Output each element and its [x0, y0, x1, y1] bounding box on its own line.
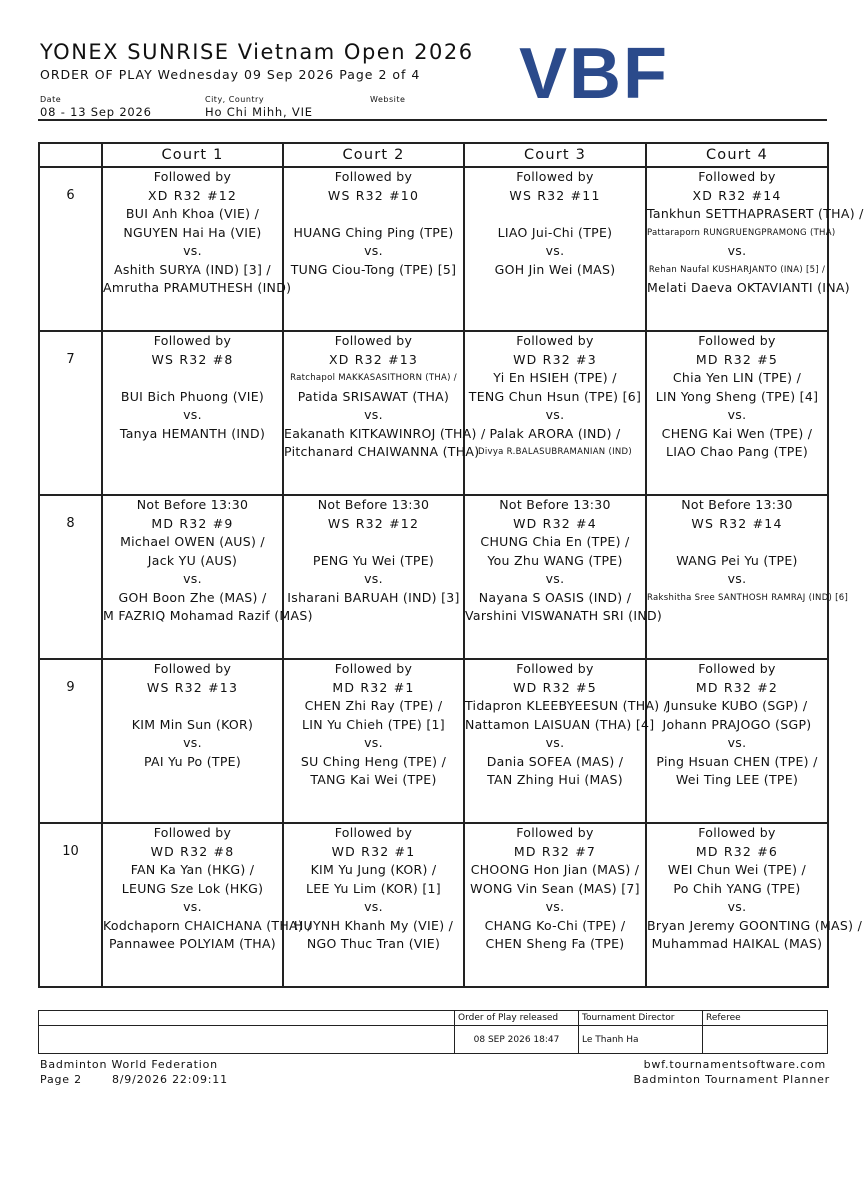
player-line: LEUNG Sze Lok (HKG)	[121, 880, 264, 896]
schedule-note: Followed by	[698, 661, 776, 676]
player-line: You Zhu WANG (TPE)	[487, 552, 623, 568]
schedule-note: Followed by	[516, 333, 594, 348]
player-line: Dania SOFEA (MAS) /	[486, 753, 624, 769]
schedule-note: Followed by	[334, 825, 413, 840]
player-line: Wei Ting LEE (TPE)	[675, 772, 799, 787]
player-line: Bryan Jeremy GOONTING (MAS) /	[647, 917, 863, 933]
website-label: Website	[370, 95, 406, 104]
event-code: WS R32 #12	[327, 515, 420, 531]
schedule-note: Followed by	[698, 333, 776, 348]
match-row	[39, 823, 828, 987]
player-line: PENG Yu Wei (TPE)	[312, 552, 435, 568]
match-row	[39, 495, 828, 659]
release-value-row	[39, 1026, 828, 1054]
player-line: Yi En HSIEH (TPE) /	[493, 370, 617, 385]
event-code: WD R32 #3	[513, 351, 597, 367]
player-line: LIAO Chao Pang (TPE)	[665, 444, 809, 459]
player-line: Ping Hsuan CHEN (TPE) /	[656, 753, 818, 769]
player-line: Ashith SURYA (IND) [3] /	[114, 261, 271, 277]
player-line: PAI Yu Po (TPE)	[143, 753, 242, 769]
versus-label: vs.	[727, 899, 747, 914]
versus-label: vs.	[364, 243, 383, 258]
player-line: BUI Bich Phuong (VIE)	[120, 388, 265, 404]
event-code: XD R32 #12	[147, 187, 238, 203]
versus-label: vs.	[364, 899, 383, 914]
player-line: Pattaraporn RUNGRUENGPRAMONG (THA)	[647, 227, 836, 238]
match-cell	[646, 331, 828, 495]
match-cell	[464, 495, 663, 659]
schedule-note: Followed by	[698, 169, 776, 184]
versus-label: vs.	[545, 899, 565, 914]
court-header: Court 1	[102, 143, 283, 167]
player-line: Chia Yen LIN (TPE) /	[672, 370, 802, 385]
player-line: Rakshitha Sree SANTHOSH RAMRAJ (IND) [6]	[647, 592, 849, 603]
match-cell	[283, 167, 464, 331]
match-cell	[646, 659, 828, 823]
player-line: Pitchanard CHAIWANNA (THA)	[284, 444, 480, 459]
versus-label: vs.	[183, 407, 202, 422]
versus-label: vs.	[727, 243, 747, 258]
match-cell	[102, 823, 312, 987]
released-label: Order of Play released	[455, 1011, 579, 1026]
event-code: WS R32 #11	[509, 187, 601, 203]
player-line: KIM Yu Jung (KOR) /	[310, 862, 437, 877]
event-code: WS R32 #13	[146, 679, 239, 695]
event-code: WD R32 #8	[150, 843, 235, 859]
event-code: WD R32 #5	[513, 679, 597, 695]
event-code: XD R32 #14	[692, 187, 782, 203]
footer-org: Badminton World Federation	[40, 1058, 218, 1071]
player-line: WEI Chun Wei (TPE) /	[667, 862, 807, 877]
match-cell	[102, 495, 313, 659]
player-line: Michael OWEN (AUS) /	[120, 534, 265, 549]
player-line: Melati Daeva OKTAVIANTI (INA)	[647, 280, 850, 295]
match-cell	[464, 331, 646, 495]
player-line: Ratchapol MAKKASASITHORN (THA) /	[290, 373, 457, 383]
order-of-play-table	[38, 142, 864, 988]
schedule-note: Followed by	[516, 169, 594, 184]
event-code: WS R32 #8	[151, 351, 234, 367]
player-line: CHUNG Chia En (TPE) /	[480, 534, 630, 549]
player-line: Junsuke KUBO (SGP) /	[666, 698, 808, 713]
schedule-note: Not Before 13:30	[499, 497, 611, 512]
versus-label: vs.	[364, 571, 383, 586]
player-line: LIAO Jui-Chi (TPE)	[497, 224, 613, 240]
footer-site: bwf.tournamentsoftware.com	[643, 1058, 826, 1071]
city-value: Ho Chi Mihh, VIE	[205, 105, 313, 119]
player-line: LIN Yong Sheng (TPE) [4]	[655, 388, 819, 404]
player-line: Po Chih YANG (TPE)	[673, 880, 801, 896]
versus-label: vs.	[183, 243, 202, 258]
player-line: Pannawee POLYIAM (THA)	[109, 936, 276, 951]
player-line: CHEN Zhi Ray (TPE) /	[304, 698, 443, 713]
player-line: HUANG Ching Ping (TPE)	[293, 224, 454, 240]
versus-label: vs.	[183, 735, 202, 750]
match-cell	[646, 167, 864, 331]
versus-label: vs.	[727, 407, 747, 422]
player-line: CHOONG Hon Jian (MAS) /	[470, 862, 640, 877]
player-line: Johann PRAJOGO (SGP)	[662, 716, 812, 732]
schedule-note: Followed by	[698, 825, 776, 840]
match-cell	[283, 331, 486, 495]
header-rule	[38, 119, 827, 121]
schedule-note: Not Before 13:30	[317, 497, 430, 512]
player-line: Patida SRISAWAT (THA)	[297, 388, 450, 404]
released-value: 08 SEP 2026 18:47	[455, 1026, 579, 1054]
city-label: City, Country	[205, 95, 265, 104]
versus-label: vs.	[183, 899, 202, 914]
player-line: CHANG Ko-Chi (TPE) /	[484, 917, 626, 933]
player-line: Muhammad HAIKAL (MAS)	[651, 936, 823, 951]
player-line: LIN Yu Chieh (TPE) [1]	[302, 716, 445, 732]
player-line: Tidapron KLEEBYEESUN (THA) /	[465, 698, 669, 713]
event-code: WD R32 #4	[513, 515, 597, 531]
match-cell	[646, 823, 863, 987]
player-line: WANG Pei Yu (TPE)	[676, 552, 798, 568]
player-line: FAN Ka Yan (HKG) /	[130, 862, 255, 877]
match-number: 10	[39, 823, 102, 987]
court-header: Court 3	[464, 143, 646, 167]
match-number: 7	[39, 331, 102, 495]
player-line	[103, 369, 282, 388]
player-line: HUYNH Khanh My (VIE) /	[293, 917, 454, 933]
event-code: MD R32 #1	[332, 679, 415, 695]
match-number: 9	[39, 659, 102, 823]
player-line: M FAZRIQ Mohamad Razif (MAS)	[103, 608, 313, 623]
event-code: XD R32 #13	[328, 351, 419, 367]
footer-page: Page 2	[40, 1073, 82, 1086]
event-code: MD R32 #5	[695, 351, 779, 367]
schedule-note: Followed by	[153, 333, 232, 348]
player-line: TUNG Ciou-Tong (TPE) [5]	[290, 261, 457, 277]
event-code: MD R32 #6	[695, 843, 779, 859]
player-line: GOH Boon Zhe (MAS) /	[118, 589, 267, 605]
director-label: Tournament Director	[579, 1011, 703, 1026]
player-line: NGO Thuc Tran (VIE)	[306, 936, 441, 951]
director-value: Le Thanh Ha	[579, 1026, 703, 1054]
versus-label: vs.	[364, 735, 383, 750]
player-line: Kodchaporn CHAICHANA (THA) /	[103, 917, 312, 933]
versus-label: vs.	[545, 243, 565, 258]
event-code: WS R32 #14	[691, 515, 783, 531]
player-line: KIM Min Sun (KOR)	[131, 716, 254, 732]
match-cell	[283, 495, 464, 659]
event-code: MD R32 #2	[695, 679, 779, 695]
schedule-note: Followed by	[516, 825, 594, 840]
player-line: Tanya HEMANTH (IND)	[119, 425, 266, 441]
referee-label: Referee	[703, 1011, 828, 1026]
blank-cell	[39, 1011, 455, 1026]
event-code: MD R32 #7	[513, 843, 597, 859]
schedule-note: Not Before 13:30	[136, 497, 249, 512]
match-cell	[283, 823, 464, 987]
schedule-note: Followed by	[153, 825, 232, 840]
player-line: Nayana S OASIS (IND) /	[478, 589, 632, 605]
versus-label: vs.	[545, 571, 565, 586]
versus-label: vs.	[727, 571, 747, 586]
player-line: Nattamon LAISUAN (THA) [4]	[465, 716, 655, 732]
footer-planner: Badminton Tournament Planner	[633, 1073, 830, 1086]
vbf-logo: VBF	[519, 34, 669, 114]
schedule-note: Followed by	[516, 661, 594, 676]
versus-label: vs.	[364, 407, 383, 422]
court-header: Court 2	[283, 143, 464, 167]
footer-printed: 8/9/2026 22:09:11	[112, 1073, 228, 1086]
schedule-note: Not Before 13:30	[681, 497, 793, 512]
player-line: NGUYEN Hai Ha (VIE)	[123, 224, 262, 240]
player-line: TAN Zhing Hui (MAS)	[487, 772, 623, 787]
match-cell	[464, 823, 646, 987]
player-line: Palak ARORA (IND) /	[489, 425, 621, 441]
player-line: BUI Anh Khoa (VIE) /	[125, 206, 260, 221]
player-line	[103, 697, 282, 716]
player-line: LEE Yu Lim (KOR) [1]	[306, 880, 441, 896]
player-line: Tankhun SETTHAPRASERT (THA) /	[647, 206, 864, 221]
match-cell	[283, 659, 464, 823]
match-cell	[646, 495, 849, 659]
court-header-row	[39, 143, 828, 167]
order-of-play-subtitle: ORDER OF PLAY Wednesday 09 Sep 2026 Page 2 of 4	[40, 67, 421, 82]
player-line: SU Ching Heng (TPE) /	[300, 753, 447, 769]
player-line: Rehan Naufal KUSHARJANTO (INA) [5] /	[648, 264, 826, 275]
schedule-note: Followed by	[153, 661, 232, 676]
player-line: Isharani BARUAH (IND) [3]	[287, 589, 460, 605]
match-cell	[464, 167, 646, 331]
player-line	[465, 205, 645, 224]
referee-value	[703, 1026, 828, 1054]
player-line: CHENG Kai Wen (TPE) /	[661, 425, 813, 441]
date-value: 08 - 13 Sep 2026	[40, 105, 152, 119]
player-line: Eakanath KITKAWINROJ (THA) /	[284, 425, 486, 441]
court-header: Court 4	[646, 143, 828, 167]
player-line: TANG Kai Wei (TPE)	[310, 772, 437, 787]
schedule-note: Followed by	[334, 661, 413, 676]
match-row	[39, 331, 828, 495]
match-row	[39, 167, 828, 331]
match-cell	[102, 659, 283, 823]
release-label-row	[39, 1011, 828, 1026]
player-line: GOH Jin Wei (MAS)	[494, 261, 616, 277]
schedule-note: Followed by	[334, 169, 413, 184]
schedule-note: Followed by	[153, 169, 232, 184]
player-line: Divya R.BALASUBRAMANIAN (IND)	[477, 447, 633, 457]
blank-cell	[39, 1026, 455, 1054]
event-code: MD R32 #9	[151, 515, 234, 531]
match-cell	[464, 659, 669, 823]
event-code: WD R32 #1	[331, 843, 416, 859]
versus-label: vs.	[183, 571, 202, 586]
player-line: TENG Chun Hsun (TPE) [6]	[468, 388, 642, 404]
versus-label: vs.	[727, 735, 747, 750]
player-line: CHEN Sheng Fa (TPE)	[485, 936, 625, 951]
date-label: Date	[40, 95, 62, 104]
corner-cell	[39, 143, 102, 167]
player-line: Varshini VISWANATH SRI (IND)	[465, 608, 663, 623]
player-line: WONG Vin Sean (MAS) [7]	[470, 880, 640, 896]
event-code: WS R32 #10	[327, 187, 420, 203]
tournament-title: YONEX SUNRISE Vietnam Open 2026	[40, 40, 474, 64]
match-cell	[102, 331, 283, 495]
schedule-note: Followed by	[334, 333, 413, 348]
player-line: Jack YU (AUS)	[147, 552, 238, 568]
release-info-table	[38, 1010, 828, 1054]
player-line	[284, 205, 463, 224]
player-line: Amrutha PRAMUTHESH (IND)	[103, 280, 292, 295]
match-row	[39, 659, 828, 823]
player-line	[647, 533, 827, 552]
versus-label: vs.	[545, 407, 565, 422]
match-cell	[102, 167, 292, 331]
match-number: 8	[39, 495, 102, 659]
versus-label: vs.	[545, 735, 565, 750]
player-line	[284, 533, 463, 552]
match-number: 6	[39, 167, 102, 331]
